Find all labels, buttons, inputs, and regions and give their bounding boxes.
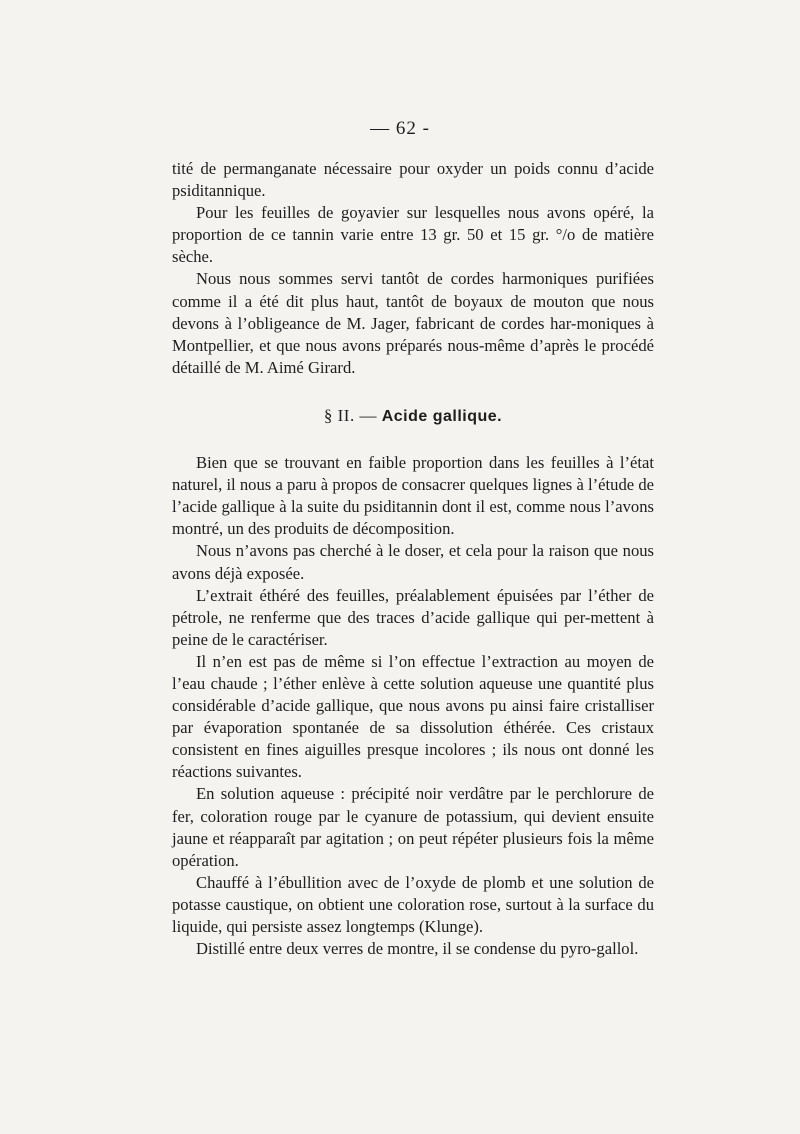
section-title: Acide gallique.	[381, 407, 503, 425]
paragraph-cordes-harmoniques: Nous nous sommes servi tantôt de cordes harmoniques purifiées comme il a été dit plus haut, tantôt de boyaux de mouton que nous devons à l’obligeance de M. Jager, fabricant de cordes har-moniques à Montpellier, et que nous avons préparés nous-même d’après le procédé détaillé de M. Aimé Girard.	[172, 269, 654, 377]
paragraph-continuation: tité de permanganate nécessaire pour oxyder un poids connu d’acide psiditannique.	[172, 159, 654, 201]
paragraph-solution-aqueuse: En solution aqueuse : précipité noir verdâtre par le perchlorure de fer, coloration rouge par le cyanure de potassium, qui devient ensuite jaune et réapparaît par agitation ; on peut répéter plusieurs fois la même opération.	[172, 784, 654, 870]
paragraph-intro-acide-gallique: Bien que se trouvant en faible proportion dans les feuilles à l’état naturel, il nous a paru à propos de consacrer quelques lignes à l’étude de l’acide gallique à la suite du psiditannin dont il est, comme nous l’avons montré, un des produits de décomposition.	[172, 453, 654, 539]
section-heading	[172, 405, 654, 428]
paragraph-distillation: Distillé entre deux verres de montre, il se condense du pyro-gallol.	[196, 939, 639, 959]
paragraph-extrait-ethere: L’extrait éthéré des feuilles, préalablement épuisées par l’éther de pétrole, ne renferme que des traces d’acide gallique qui per-mettent à peine de le caractériser.	[172, 585, 654, 649]
paragraph-tannin-proportion: Pour les feuilles de goyavier sur lesquelles nous avons opéré, la proportion de ce tannin varie entre 13 gr. 50 et 15 gr. °/o de matière sèche.	[172, 203, 654, 267]
paragraph-ebullition: Chauffé à l’ébullition avec de l’oxyde de plomb et une solution de potasse caustique, on obtient une coloration rose, surtout à la surface du liquide, qui persiste assez longtemps (Klunge).	[172, 872, 654, 936]
section-number: § II. —	[323, 405, 377, 425]
page-number: — 62 -	[370, 118, 430, 139]
body-text	[172, 158, 654, 960]
paragraph-extraction-eau-chaude: Il n’en est pas de même si l’on effectue l’extraction au moyen de l’eau chaude ; l’éther enlève à cette solution aqueuse une quantité plus considérable d’acide gallique, que nous avons pu ainsi faire cristalliser par évaporation spontanée de sa dissolution éthérée. Ces cristaux consistent en fines aiguilles presque incolores ; ils nous ont donné les réactions suivantes.	[172, 651, 654, 782]
paragraph-dosage: Nous n’avons pas cherché à le doser, et cela pour la raison que nous avons déjà exposée.	[172, 541, 654, 583]
